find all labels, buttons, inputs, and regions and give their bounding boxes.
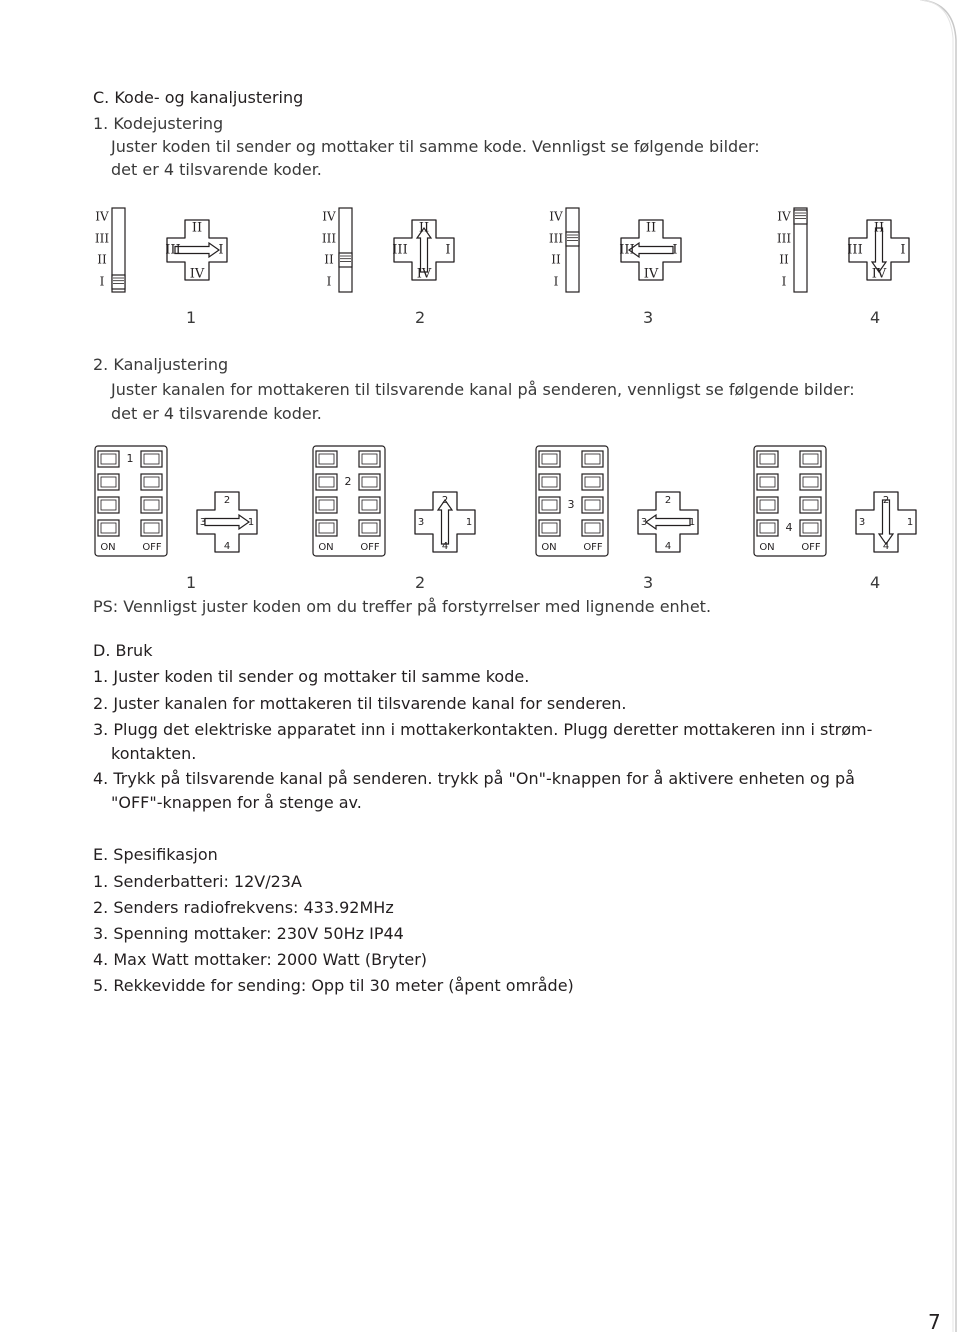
code-figure-drawing <box>776 205 916 295</box>
channel-3-dial-label-bottom: 4 <box>664 541 672 552</box>
channel-1-dial-label-bottom: 4 <box>223 541 231 552</box>
channel-2-on-label: ON <box>318 542 334 553</box>
channel-3-button-4-right <box>582 520 603 536</box>
channel-3-dial-label-top: 2 <box>664 495 672 506</box>
code-figure-label-1: 1 <box>186 308 197 327</box>
code-3-dial-label-top: II <box>645 220 657 236</box>
channel-2-dial-label-top: 2 <box>441 495 449 506</box>
channel-4-button-1-right <box>800 451 821 467</box>
channel-2-dial-label-left: 3 <box>417 517 425 528</box>
channel-4-button-4-left <box>757 520 778 536</box>
channel-figure-4 <box>753 445 923 564</box>
code-figure-2 <box>321 205 461 299</box>
code-2-dial-label-left: III <box>392 242 408 258</box>
channel-3-off-label: OFF <box>583 542 603 553</box>
channel-1-dial-label-top: 2 <box>223 495 231 506</box>
channel-2-off-label: OFF <box>360 542 380 553</box>
channel-figure-2 <box>312 445 482 564</box>
channel-4-button-3-left <box>757 497 778 513</box>
channel-1-dial-label-right: 1 <box>247 517 255 528</box>
channel-3-dial-label-right: 1 <box>688 517 696 528</box>
channel-1-button-4-right <box>141 520 162 536</box>
channel-1-dial-label-left: 3 <box>199 517 207 528</box>
code-figure-drawing <box>548 205 688 295</box>
channel-4-button-3-right <box>800 497 821 513</box>
channel-1-button-4-left <box>98 520 119 536</box>
channel-4-button-1-left <box>757 451 778 467</box>
channel-2-dial-label-bottom: 4 <box>441 541 449 552</box>
channel-figure-3 <box>535 445 705 564</box>
channel-3-row-number: 3 <box>567 498 575 511</box>
channel-figure-drawing <box>535 445 705 560</box>
channel-2-button-4-left <box>316 520 337 536</box>
code-figure-drawing <box>94 205 234 295</box>
code-3-slider-label-ii: II <box>551 252 561 267</box>
channel-figure-label-4: 4 <box>870 573 881 592</box>
channel-2-dial-label-right: 1 <box>465 517 473 528</box>
channel-figure-label-2: 2 <box>415 573 426 592</box>
channel-3-dial-label-left: 3 <box>640 517 648 528</box>
code-1-dial-label-right: I <box>218 242 224 258</box>
code-3-dial-label-bottom: IV <box>643 266 659 282</box>
channel-4-button-2-right <box>800 474 821 490</box>
channel-1-button-1-right <box>141 451 162 467</box>
channel-1-button-2-right <box>141 474 162 490</box>
code-4-slider-knob <box>794 210 807 224</box>
channel-2-button-3-right <box>359 497 380 513</box>
code-3-dial-label-left: III <box>619 242 635 258</box>
code-1-dial-label-left: III <box>165 242 181 258</box>
code-3-slider-label-i: I <box>553 274 559 289</box>
code-figure-label-3: 3 <box>643 308 654 327</box>
channel-3-button-3-left <box>539 497 560 513</box>
channel-adjust-text-2: det er 4 tilsvarende koder. <box>111 404 322 423</box>
code-1-slider-label-ii: II <box>97 252 107 267</box>
code-2-slider-label-i: I <box>326 274 332 289</box>
channel-3-button-2-left <box>539 474 560 490</box>
channel-3-button-1-left <box>539 451 560 467</box>
channel-1-button-2-left <box>98 474 119 490</box>
code-4-slider-label-iii: III <box>776 231 792 246</box>
code-4-dial-label-right: I <box>900 242 906 258</box>
spec-item-1: 1. Senderbatteri: 12V/23A <box>93 872 302 891</box>
usage-step-4-cont: "OFF"-knappen for å stenge av. <box>111 793 362 812</box>
channel-4-off-label: OFF <box>801 542 821 553</box>
channel-4-dial-label-bottom: 4 <box>882 541 890 552</box>
spec-item-3: 3. Spenning mottaker: 230V 50Hz IP44 <box>93 924 404 943</box>
channel-adjust-text-1: Juster kanalen for mottakeren til tilsvarende kanal på senderen, vennligst se følgende bilder: <box>111 380 855 399</box>
channel-3-button-2-right <box>582 474 603 490</box>
code-adjust-title: 1. Kodejustering <box>93 114 224 133</box>
channel-3-on-label: ON <box>541 542 557 553</box>
channel-4-on-label: ON <box>759 542 775 553</box>
code-4-dial-label-left: III <box>847 242 863 258</box>
channel-1-off-label: OFF <box>142 542 162 553</box>
channel-1-button-1-left <box>98 451 119 467</box>
code-figure-label-4: 4 <box>870 308 881 327</box>
code-3-slider-label-iv: IV <box>549 209 563 224</box>
code-adjust-text-1: Juster koden til sender og mottaker til samme kode. Vennligst se følgende bilder: <box>111 137 760 156</box>
code-2-dial-label-bottom: IV <box>416 266 432 282</box>
channel-1-button-3-right <box>141 497 162 513</box>
channel-4-row-number: 4 <box>785 521 793 534</box>
channel-4-dial-label-top: 2 <box>882 495 890 506</box>
page-edge-decoration <box>920 0 960 1332</box>
channel-2-button-4-right <box>359 520 380 536</box>
section-e-heading: E. Spesifikasjon <box>93 845 218 864</box>
section-c-heading: C. Kode- og kanaljustering <box>93 88 304 107</box>
code-1-dial-label-top: II <box>191 220 203 236</box>
channel-1-row-number: 1 <box>126 452 134 465</box>
code-figure-label-2: 2 <box>415 308 426 327</box>
section-d-heading: D. Bruk <box>93 641 153 660</box>
channel-1-on-label: ON <box>100 542 116 553</box>
usage-step-3: 3. Plugg det elektriske apparatet inn i mottakerkontakten. Plugg deretter mottakeren inn i strøm- <box>93 720 873 739</box>
channel-2-button-1-right <box>359 451 380 467</box>
spec-item-4: 4. Max Watt mottaker: 2000 Watt (Bryter) <box>93 950 428 969</box>
channel-figure-drawing <box>753 445 923 560</box>
code-2-slider-label-iii: III <box>321 231 337 246</box>
code-4-slider-label-ii: II <box>779 252 789 267</box>
channel-4-dial-label-left: 3 <box>858 517 866 528</box>
code-2-slider-label-ii: II <box>324 252 334 267</box>
channel-2-button-2-right <box>359 474 380 490</box>
channel-figure-1 <box>94 445 264 564</box>
channel-4-button-2-left <box>757 474 778 490</box>
channel-figure-drawing <box>94 445 264 560</box>
channel-1-button-3-left <box>98 497 119 513</box>
code-4-slider-label-iv: IV <box>777 209 791 224</box>
code-2-slider-label-iv: IV <box>322 209 336 224</box>
code-1-slider-label-iv: IV <box>95 209 109 224</box>
code-3-slider-label-iii: III <box>548 231 564 246</box>
spec-item-5: 5. Rekkevidde for sending: Opp til 30 meter (åpent område) <box>93 976 574 995</box>
code-figure-1 <box>94 205 234 299</box>
usage-step-3-cont: kontakten. <box>111 744 197 763</box>
channel-3-button-3-right <box>582 497 603 513</box>
page-number: 7 <box>928 1310 941 1334</box>
code-2-slider-track <box>339 208 352 292</box>
code-2-dial-label-top: II <box>418 220 430 236</box>
channel-4-dial-label-right: 1 <box>906 517 914 528</box>
code-3-slider-track <box>566 208 579 292</box>
code-figure-drawing <box>321 205 461 295</box>
channel-2-row-number: 2 <box>344 475 352 488</box>
code-figure-3 <box>548 205 688 299</box>
code-2-slider-knob <box>339 253 352 267</box>
channel-3-button-1-right <box>582 451 603 467</box>
code-1-slider-knob <box>112 275 125 289</box>
spec-item-2: 2. Senders radiofrekvens: 433.92MHz <box>93 898 394 917</box>
usage-step-4: 4. Trykk på tilsvarende kanal på senderen. trykk på "On"-knappen for å aktivere enheten og på <box>93 769 855 788</box>
code-3-dial-label-right: I <box>672 242 678 258</box>
channel-4-button-4-right <box>800 520 821 536</box>
code-4-dial-label-top: II <box>873 220 885 236</box>
channel-2-button-2-left <box>316 474 337 490</box>
ps-note: PS: Vennligst juster koden om du treffer på forstyrrelser med lignende enhet. <box>93 597 712 616</box>
code-1-slider-label-i: I <box>99 274 105 289</box>
channel-2-button-3-left <box>316 497 337 513</box>
code-1-slider-label-iii: III <box>94 231 110 246</box>
channel-adjust-title: 2. Kanaljustering <box>93 355 229 374</box>
code-3-slider-knob <box>566 232 579 246</box>
code-1-dial-label-bottom: IV <box>189 266 205 282</box>
usage-step-1: 1. Juster koden til sender og mottaker til samme kode. <box>93 667 530 686</box>
code-adjust-text-2: det er 4 tilsvarende koder. <box>111 160 322 179</box>
channel-3-button-4-left <box>539 520 560 536</box>
code-4-slider-label-i: I <box>781 274 787 289</box>
usage-step-2: 2. Juster kanalen for mottakeren til tilsvarende kanal for senderen. <box>93 694 627 713</box>
channel-2-button-1-left <box>316 451 337 467</box>
channel-figure-drawing <box>312 445 482 560</box>
code-2-dial-label-right: I <box>445 242 451 258</box>
code-4-dial-label-bottom: IV <box>871 266 887 282</box>
channel-figure-label-1: 1 <box>186 573 197 592</box>
code-figure-4 <box>776 205 916 299</box>
channel-figure-label-3: 3 <box>643 573 654 592</box>
